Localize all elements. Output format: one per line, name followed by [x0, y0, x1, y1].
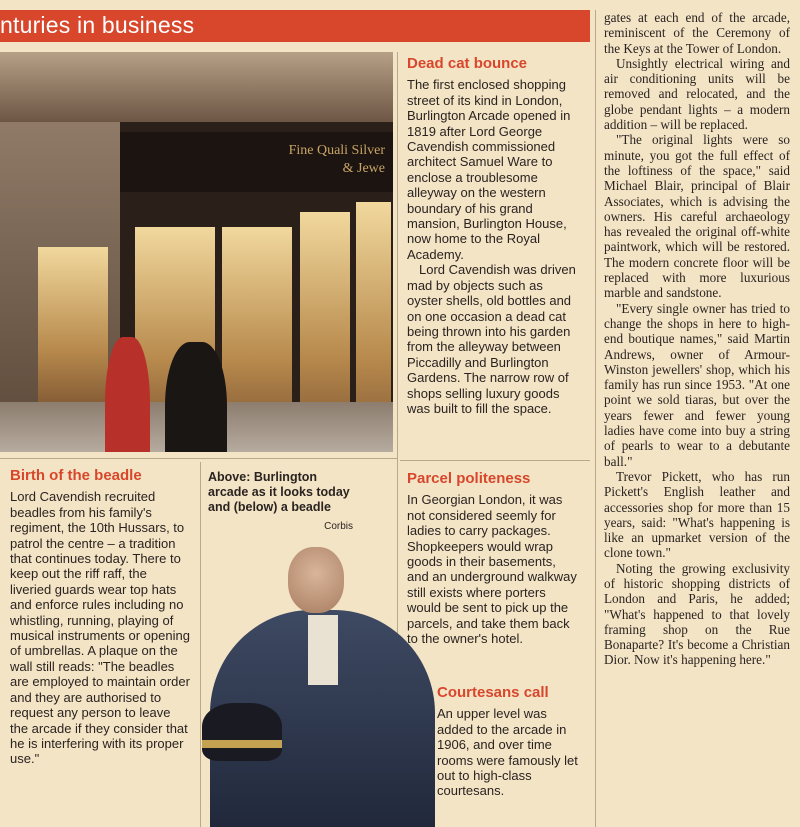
section-banner [0, 10, 590, 42]
deadcat-p2: Lord Cavendish was driven mad by objects such as oyster shells, old bottles and on one occasion a dead cat being thrown into his garden from the alleyway between Piccadilly and Burlington Gardens. The narrow row of shops selling luxury goods was built to fill the space. [407, 262, 576, 416]
article-continuation [604, 10, 790, 668]
shop-window [38, 247, 108, 417]
article-paragraph: Trevor Pickett, who has run Pickett's English leather and accessories shop for more than 15 years, said: "What's happening is like an upmarket version of the clone town." [604, 468, 790, 561]
birth-body: Lord Cavendish recruited beadles from his family's regiment, the 10th Hussars, to patrol the centre – a tradition that continues today. There to keep out the riff raff, the liveried guards wear top hats and enforce rules including no whistling, running, playing of musical instruments or opening of umbrellas. A plaque on the wall still reads: "The beadles are employed to maintain order and they are authorised to request any person to leave the arcade if they consider that he is interfering with its proper use." [10, 489, 190, 767]
article-paragraph: gates at each end of the arcade, reminiscent of the Ceremony of the Keys at the Tower of London. [604, 10, 790, 56]
parcel-section [407, 471, 577, 646]
article-paragraph: "Every single owner has tried to change the shops in here to high-end boutique names," said Martin Andrews, owner of Armour-Winston jewellers' shop, which his family has run since 1953. "At one point we sold tiaras, but over the years fewer and fewer young ladies have come into buy a string of pearls to wear to a debutante ball." [604, 300, 790, 469]
column-divider [595, 10, 596, 827]
arcade-photo [0, 52, 393, 452]
dead-cat-section [407, 56, 577, 416]
courtesans-heading: Courtesans call [437, 684, 549, 701]
shop-sign-text: Fine Quali Silver & Jewe [288, 143, 385, 176]
beadle-photo [190, 535, 440, 827]
parcel-body: In Georgian London, it was not considered seemly for ladies to carry packages. Shopkeepers would wrap goods in their basements, and an underground walkway still exists where porters would be sent to pick up the parcels, and take them back to the owner's hotel. [407, 492, 577, 647]
article-paragraph: Unsightly electrical wiring and air conditioning units will be removed and relocated, and the globe pendant lights – a modern addition – will be replaced. [604, 55, 790, 133]
deadcat-p1: The first enclosed shopping street of its kind in London, Burlington Arcade opened in 1819 after Lord George Cavendish commissioned architect Samuel Ware to enclose a troublesome alleyway on the western boundary of his grand mansion, Burlington House, now home to the Royal Academy. [407, 77, 571, 262]
photo-credit: Corbis [324, 521, 353, 532]
birth-of-beadle-section [10, 468, 190, 767]
article-paragraph: Noting the growing exclusivity of historic shopping districts of London and Paris, he added; "What's happened to that lovely framing shop on the Rue Bonaparte? It's become a Christian Dior. Now it's happening here." [604, 560, 790, 668]
caption-text: Above: Burlington arcade as it looks today and (below) a beadle [208, 470, 350, 514]
beadle-collar [308, 615, 338, 685]
shopper-figure [165, 342, 227, 452]
top-hat-icon [202, 703, 282, 761]
banner-title: nturies in business [0, 12, 195, 38]
photo-caption [208, 470, 353, 532]
hatband [202, 740, 282, 748]
birth-heading: Birth of the beadle [10, 467, 142, 484]
beadle-head [288, 547, 344, 613]
section-rule [0, 458, 397, 459]
arcade-ceiling [0, 52, 393, 122]
courtesans-body: An upper level was added to the arcade in 1906, and over time rooms were famously let out to high-class courtesans. [437, 706, 578, 799]
section-rule [400, 460, 590, 461]
courtesans-section [437, 685, 582, 799]
article-paragraph: "The original lights were so minute, you got the full effect of the loftiness of the space," said Michael Blair, principal of Blair Associates, which is advising the owners. His careful archaeology has revealed the original off-white paintwork, which will be restored. The modern concrete floor will be replaced with more luxurious marble and sandstone. [604, 132, 790, 301]
deadcat-heading: Dead cat bounce [407, 55, 528, 72]
parcel-heading: Parcel politeness [407, 470, 531, 487]
shopper-figure [105, 337, 150, 452]
